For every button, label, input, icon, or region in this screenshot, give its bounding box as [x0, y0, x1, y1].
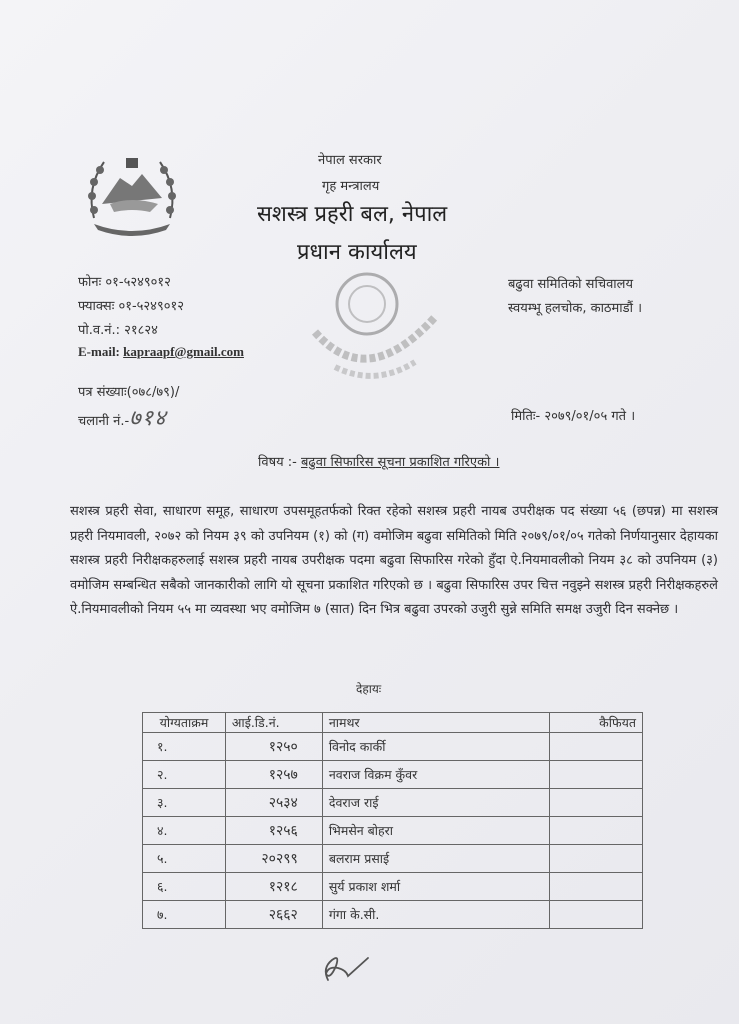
ministry-name: गृह मन्त्रालय	[322, 179, 380, 194]
subject-label: विषय :-	[258, 455, 297, 470]
cell-rank: ३.	[143, 789, 226, 817]
cell-id: २६६२	[225, 901, 322, 929]
table-row	[143, 817, 643, 845]
fax-number: फ्याक्सः ०१-५२४९०१२	[78, 299, 184, 314]
cell-name: विनोद कार्की	[322, 733, 549, 761]
email-label: E-mail:	[78, 344, 120, 359]
cell-id: २५३४	[225, 789, 322, 817]
cell-remarks	[550, 789, 643, 817]
promotion-table	[142, 712, 643, 929]
cell-remarks	[550, 901, 643, 929]
dispatch-line	[78, 402, 167, 432]
cell-id: १२५६	[225, 817, 322, 845]
office-name: प्रधान कार्यालय	[297, 240, 417, 265]
cell-name: नवराज विक्रम कुँवर	[322, 761, 549, 789]
table-row	[143, 789, 643, 817]
table-row	[143, 761, 643, 789]
cell-remarks	[550, 817, 643, 845]
subject-line	[258, 452, 499, 470]
cell-remarks	[550, 873, 643, 901]
table-row	[143, 901, 643, 929]
email-line	[78, 344, 244, 360]
cell-rank: ४.	[143, 817, 226, 845]
cell-remarks	[550, 845, 643, 873]
email-link[interactable]: kapraapf@gmail.com	[123, 344, 244, 359]
secretariat-address: स्वयम्भू हलचोक, काठमाडौं ।	[508, 301, 643, 316]
header-name: नामथर	[322, 713, 549, 733]
dispatch-number: ७१४	[129, 406, 167, 431]
cell-rank: २.	[143, 761, 226, 789]
cell-remarks	[550, 761, 643, 789]
cell-rank: १.	[143, 733, 226, 761]
cell-id: १२१८	[225, 873, 322, 901]
cell-name: सुर्य प्रकाश शर्मा	[322, 873, 549, 901]
signature-icon	[318, 950, 378, 986]
government-name: नेपाल सरकार	[318, 153, 382, 168]
cell-rank: ५.	[143, 845, 226, 873]
cell-id: १२५०	[225, 733, 322, 761]
cell-rank: ७.	[143, 901, 226, 929]
secretariat-name: बढुवा समितिको सचिवालय	[508, 277, 634, 292]
organization-name: सशस्त्र प्रहरी बल, नेपाल	[257, 202, 448, 227]
nepal-emblem-icon	[80, 148, 184, 240]
cell-rank: ६.	[143, 873, 226, 901]
letter-number: पत्र संख्याः(०७८/७९)/	[78, 385, 180, 400]
cell-remarks	[550, 733, 643, 761]
list-heading: देहायः	[356, 682, 382, 696]
office-stamp-icon	[305, 262, 445, 387]
table-row	[143, 733, 643, 761]
header-remarks: कैफियत	[550, 713, 643, 733]
table-header-row	[143, 713, 643, 733]
table-row	[143, 845, 643, 873]
subject-text: बढुवा सिफारिस सूचना प्रकाशित गरिएको ।	[301, 455, 500, 470]
cell-name: बलराम प्रसाई	[322, 845, 549, 873]
po-box: पो.व.नं.: २१८२४	[78, 323, 158, 338]
cell-id: १२५७	[225, 761, 322, 789]
header-id: आई.डि.नं.	[225, 713, 322, 733]
cell-name: गंगा के.सी.	[322, 901, 549, 929]
phone-number: फोनः ०१-५२४९०१२	[78, 275, 171, 290]
letter-date: मितिः- २०७९/०१/०५ गते ।	[511, 409, 636, 424]
dispatch-label: चलानी नं.-	[78, 414, 130, 429]
table-row	[143, 873, 643, 901]
cell-name: देवराज राई	[322, 789, 549, 817]
notice-body: सशस्त्र प्रहरी सेवा, साधारण समूह, साधारण उपसमूहतर्फको रिक्त रहेको सशस्त्र प्रहरी नायब उपरीक्षक पद संख्या ५६ (छपन्न) मा सशस्त्र प्रहरी नियमावली, २०७२ को नियम ३९ को उपनियम (१) को (ग) वमोजिम बढुवा समितिको मिति २०७९/०१/०५ गतेको निर्णयानुसार देहायका सशस्त्र प्रहरी निरीक्षकहरुलाई सशस्त्र प्रहरी नायब उपरीक्षक पदमा बढुवा सिफारिस गरेको हुँदा ऐ.नियमावलीको नियम ३८ को उपनियम (३) वमोजिम सम्बन्धित सबैको जानकारीको लागि यो सूचना प्रकाशित गरिएको छ । बढुवा सिफारिस उपर चित्त नवुझ्ने सशस्त्र प्रहरी निरीक्षकहरुले ऐ.नियमावलीको नियम ५५ मा व्यवस्था भए वमोजिम ७ (सात) दिन भित्र बढुवा उपरको उजुरी सुन्ने समिति समक्ष उजुरी दिन सक्नेछ ।	[70, 504, 718, 617]
cell-id: २०२९९	[225, 845, 322, 873]
cell-name: भिमसेन बोहरा	[322, 817, 549, 845]
header-rank: योग्यताक्रम	[143, 713, 226, 733]
